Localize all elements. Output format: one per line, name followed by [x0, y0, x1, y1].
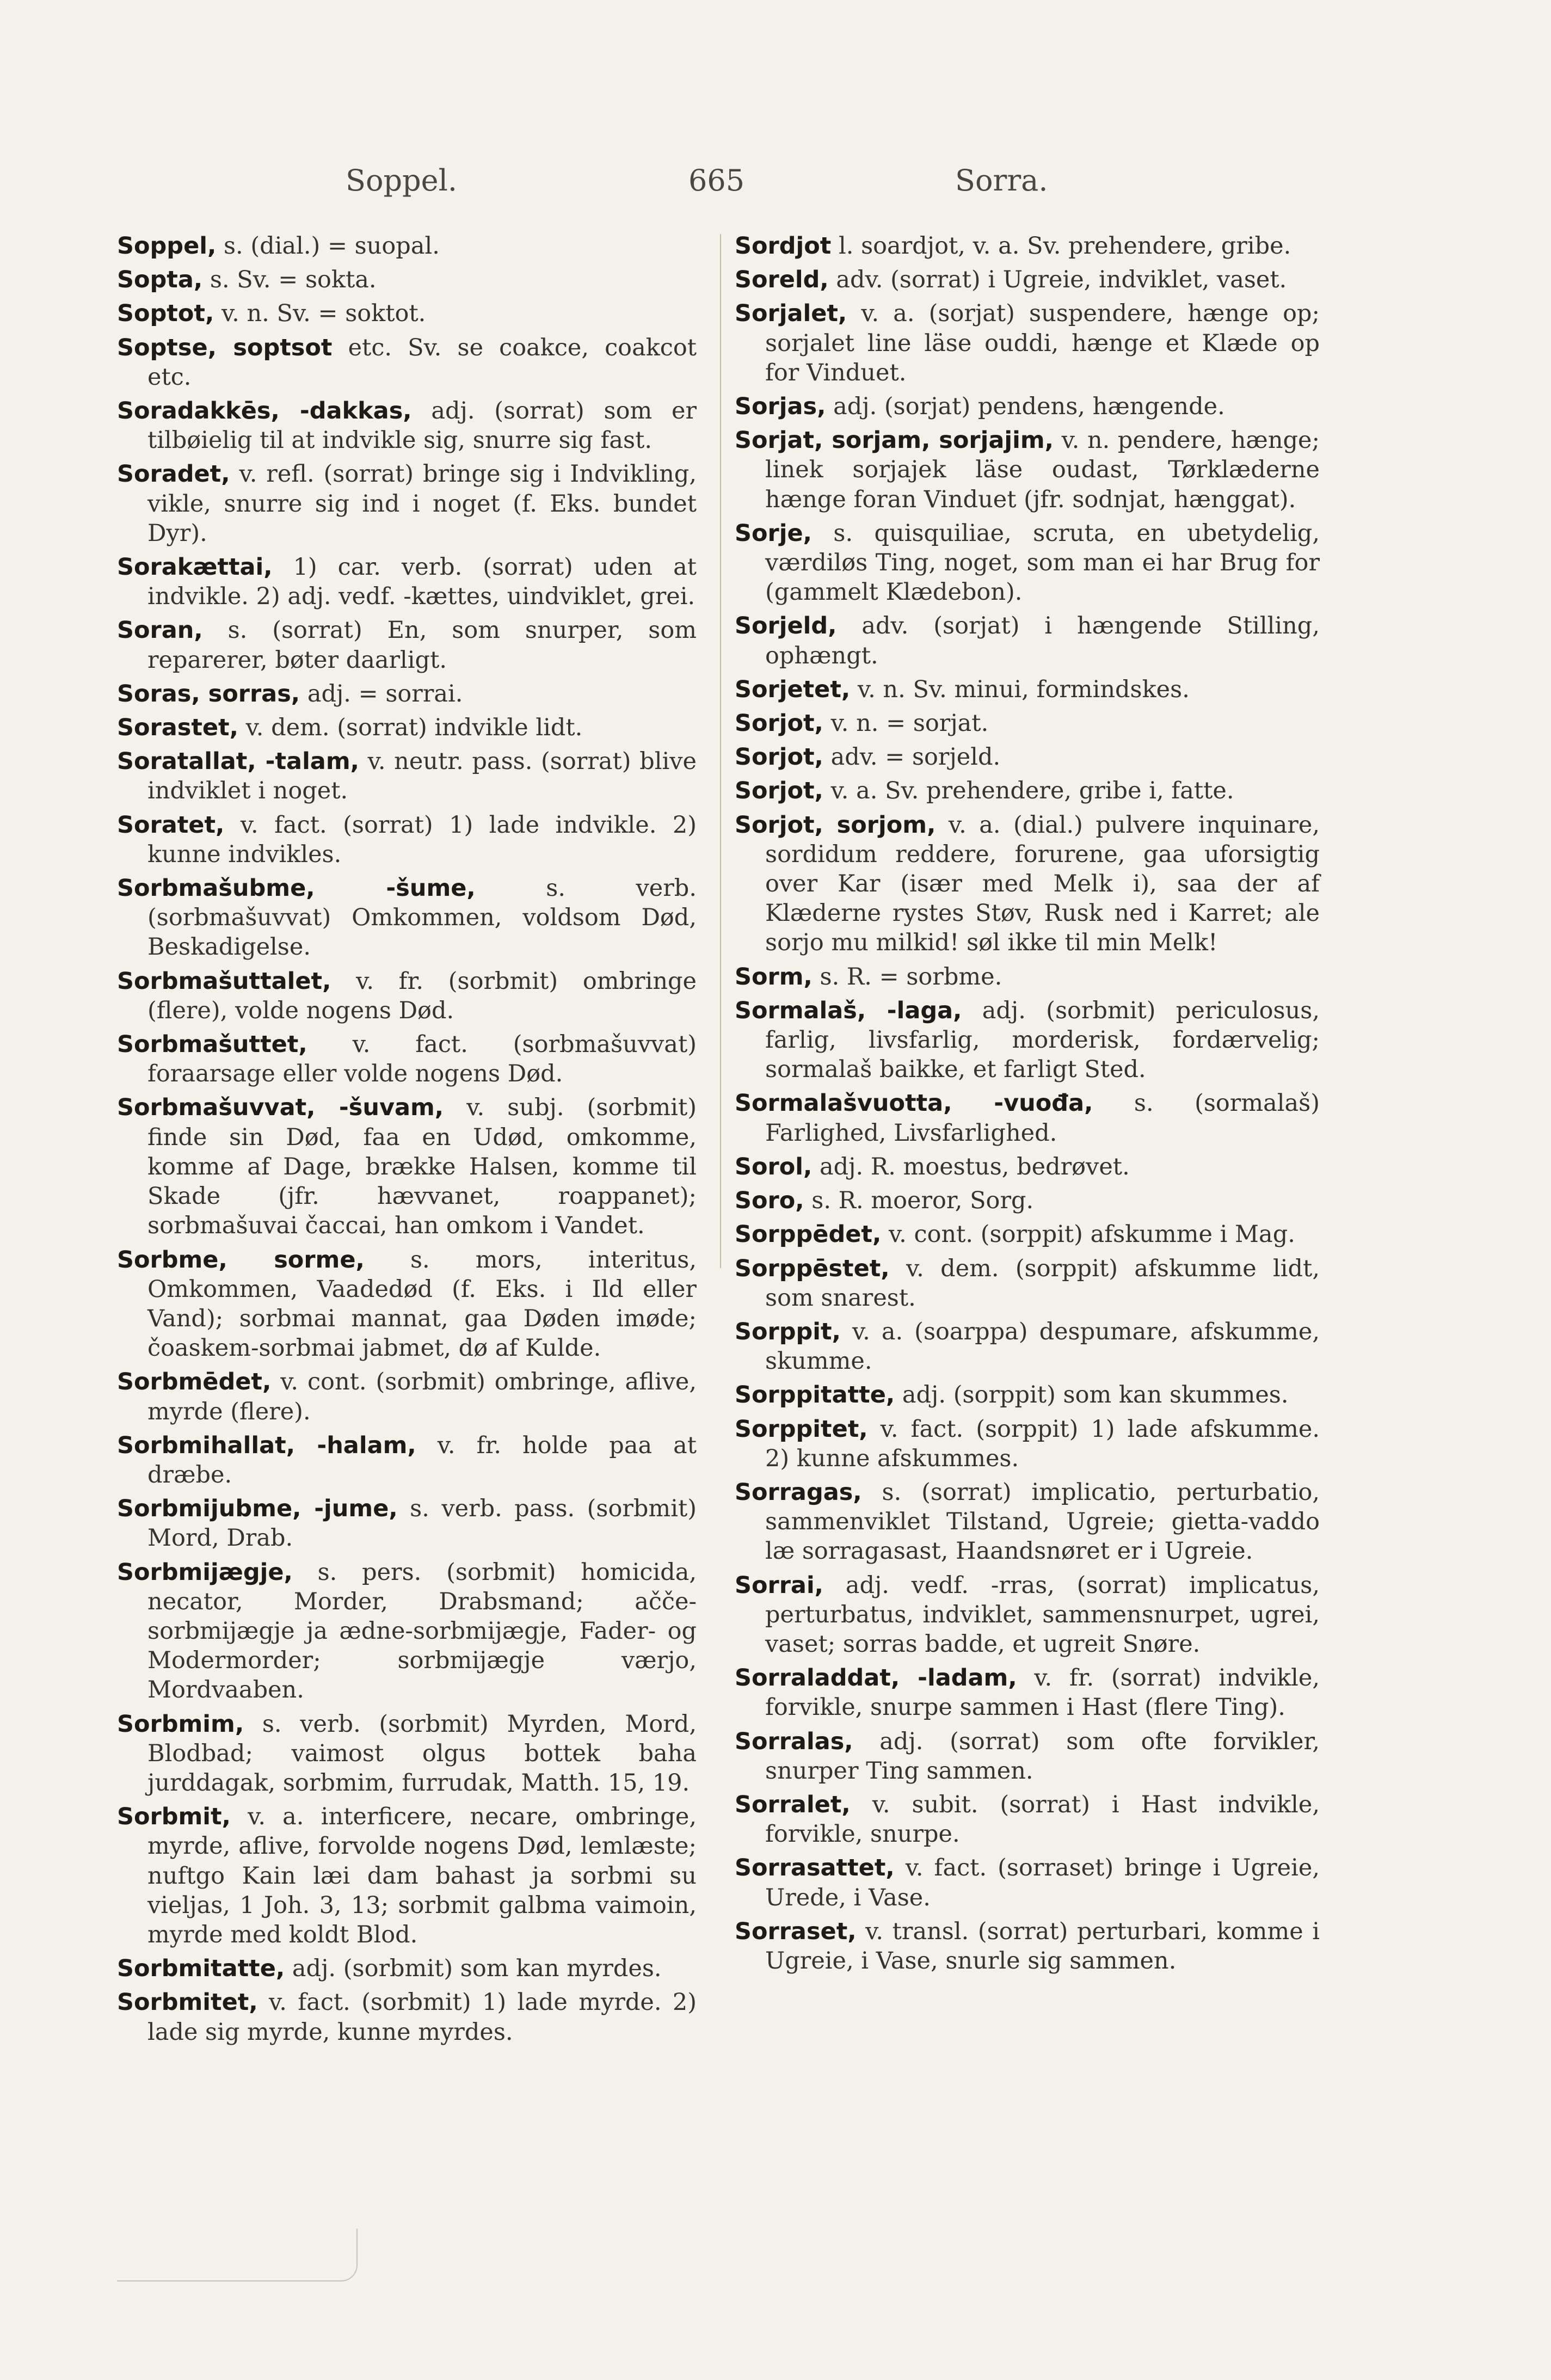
entry-definition: adj. (sorrat) som ofte forvikler, snurper Ting sammen.: [765, 1727, 1320, 1785]
entry-headword: Sorjat, sorjam, sorjajim,: [735, 427, 1054, 454]
entry-headword: Soran,: [117, 617, 203, 644]
entry-definition: v. refl. (sorrat) bringe sig i Indvikling, vikle, snurre sig ind i noget (f. Eks. bundet Dyr).: [147, 460, 697, 547]
entry-definition: adj. = sorrai.: [307, 680, 463, 708]
entry-definition: v. n. Sv. minui, formindskes.: [857, 675, 1190, 703]
entry-headword: Sorppitet,: [735, 1415, 868, 1443]
entry-headword: Sopta,: [117, 266, 203, 294]
entry-definition: adj. R. moestus, bedrøvet.: [820, 1153, 1130, 1180]
dictionary-entry: [735, 810, 1320, 958]
dictionary-entry: [735, 742, 1320, 772]
dictionary-entry: [735, 265, 1320, 294]
entry-headword: Soradakkēs, -dakkas,: [117, 397, 412, 425]
entry-definition: v. fact. (sorbmašuvvat) foraarsage eller volde nogens Død.: [147, 1031, 697, 1088]
dictionary-entry: [735, 611, 1320, 670]
dictionary-entry: [117, 1030, 697, 1088]
entry-headword: Sormalašvuotta, -vuođa,: [735, 1090, 1093, 1117]
entry-headword: Sorbmašuvvat, -šuvam,: [117, 1094, 444, 1122]
entry-headword: Soppel,: [117, 232, 217, 260]
entry-definition: v. a. (soarppa) despumare, afskumme, skumme.: [765, 1318, 1320, 1375]
entry-headword: Sordjot: [735, 232, 832, 260]
dictionary-entry: [735, 1790, 1320, 1849]
entry-headword: Sorjot, sorjom,: [735, 811, 936, 839]
entry-headword: Sorjeld,: [735, 612, 837, 640]
entry-definition: s. R. moeror, Sorg.: [811, 1187, 1034, 1215]
entry-headword: Sorjetet,: [735, 675, 851, 703]
entry-headword: Soratallat, -talam,: [117, 748, 359, 776]
entry-headword: Soptse, soptsot: [117, 334, 333, 361]
dictionary-entry: [735, 519, 1320, 607]
entry-definition: s. Sv. = sokta.: [210, 266, 377, 294]
dictionary-entry: [117, 396, 697, 455]
dictionary-entry: [735, 1478, 1320, 1566]
entry-headword: Soradet,: [117, 460, 230, 488]
entry-definition: v. fr. holde paa at dræbe.: [147, 1431, 697, 1489]
entry-definition: v. a. (dial.) pulvere inquinare, sordidum reddere, forurene, gaa uforsigtig over Kar (især med Melk i), saa der af Klæderne rystes Støv, Rusk ned i Karret; ale sorjo mu milkid! søl ikke til min Melk!: [765, 811, 1320, 957]
dictionary-entry: [117, 265, 697, 294]
entry-headword: Sorbmašuttet,: [117, 1031, 307, 1059]
entry-headword: Sorbmašubme, -šume,: [117, 875, 476, 902]
dictionary-entry: [117, 1988, 697, 2046]
dictionary-entry: [117, 1954, 697, 1983]
entry-definition: v. dem. (sorppit) afskumme lidt, som snarest.: [765, 1254, 1320, 1312]
entry-headword: Sorppit,: [735, 1318, 841, 1345]
dictionary-entry: [735, 1317, 1320, 1376]
entry-definition: adj. (sorrat) som er tilbøielig til at indvikle sig, snurre sig fast.: [147, 397, 697, 454]
entry-definition: s. (sorrat) implicatio, perturbatio, sammenviklet Tilstand, Ugreie; gietta-vaddo læ sorragasast, Haandsnøret er i Ugreie.: [765, 1478, 1320, 1565]
dictionary-entry: [117, 1431, 697, 1490]
entry-headword: Sorjot,: [735, 710, 823, 737]
entry-definition: s. verb. (sorbmit) Myrden, Mord, Blodbad; vaimost olgus bottek baha jurddagak, sorbmim, furrudak, Matth. 15, 19.: [147, 1710, 697, 1797]
dictionary-entry: [117, 679, 697, 709]
entry-headword: Sorbme, sorme,: [117, 1246, 365, 1274]
entry-definition: adv. = sorjeld.: [830, 743, 1001, 771]
entry-headword: Sorm,: [735, 963, 813, 991]
entry-headword: Soras, sorras,: [117, 680, 300, 708]
dictionary-entry: [117, 231, 697, 261]
entry-headword: Sorrai,: [735, 1571, 824, 1599]
entry-definition: s. (sormalaš) Farlighed, Livsfarlighed.: [765, 1090, 1320, 1147]
dictionary-entry: [735, 392, 1320, 421]
entry-definition: 1) car. verb. (sorrat) uden at indvikle. 2) adj. vedf. -kættes, uindviklet, grei.: [147, 554, 697, 611]
entry-definition: v. neutr. pass. (sorrat) blive indviklet i noget.: [147, 748, 697, 805]
dictionary-entry: [735, 1152, 1320, 1182]
dictionary-entry: [735, 231, 1320, 261]
entry-headword: Sorppitatte,: [735, 1381, 895, 1409]
entry-definition: l. soardjot, v. a. Sv. prehendere, gribe.: [839, 232, 1291, 260]
dictionary-entry: [735, 1220, 1320, 1249]
dictionary-entry: [117, 1558, 697, 1705]
dictionary-entry: [117, 810, 697, 869]
entry-definition: adj. (sorbmit) som kan myrdes.: [292, 1955, 662, 1983]
entry-definition: v. subj. (sorbmit) finde sin Død, faa en Udød, omkomme, komme af Dage, brække Halsen, komme til Skade (jfr. hævvanet, roappanet); sorbmašuvai čaccai, han omkom i Vandet.: [147, 1094, 697, 1240]
dictionary-entry: [117, 747, 697, 805]
entry-headword: Sorbmijægje,: [117, 1558, 293, 1586]
entry-headword: Sorraset,: [735, 1917, 857, 1945]
entry-headword: Sorbmēdet,: [117, 1368, 272, 1396]
dictionary-entry: [735, 1088, 1320, 1147]
dictionary-entry: [117, 333, 697, 392]
dictionary-entry: [735, 1853, 1320, 1912]
entry-definition: s. R. = sorbme.: [820, 963, 1002, 991]
entry-definition: v. transl. (sorrat) perturbari, komme i Ugreie, i Vase, snurle sig sammen.: [765, 1917, 1320, 1975]
dictionary-entry: [735, 709, 1320, 738]
entry-definition: v. fact. (sorrat) 1) lade indvikle. 2) kunne indvikles.: [147, 811, 697, 868]
entry-definition: adj. vedf. -rras, (sorrat) implicatus, perturbatus, indviklet, sammensnurpet, ugrei, vaset; sorras badde, et ugreit Snøre.: [765, 1571, 1320, 1658]
entry-headword: Sorbmijubme, -jume,: [117, 1495, 398, 1523]
entry-headword: Soro,: [735, 1187, 804, 1215]
scan-edge-mark: [117, 2229, 358, 2281]
entry-headword: Sorjalet,: [735, 300, 847, 328]
entry-headword: Sorbmitet,: [117, 1989, 258, 2016]
dictionary-entry: [117, 552, 697, 611]
dictionary-entry: [735, 1663, 1320, 1722]
running-head-right: Sorra.: [955, 163, 1048, 198]
dictionary-entry: [735, 675, 1320, 704]
entry-headword: Sorjot,: [735, 743, 823, 771]
entry-headword: Sorbmašuttalet,: [117, 967, 331, 995]
entry-definition: adj. (sorjat) pendens, hængende.: [833, 393, 1225, 421]
entry-headword: Sorppēdet,: [735, 1221, 882, 1249]
entry-definition: v. cont. (sorppit) afskumme i Mag.: [888, 1221, 1295, 1249]
entry-headword: Sorbmihallat, -halam,: [117, 1431, 416, 1459]
dictionary-entry: [735, 996, 1320, 1085]
dictionary-entry: [735, 962, 1320, 992]
dictionary-entry: [117, 1494, 697, 1553]
dictionary-entry: [117, 1709, 697, 1798]
entry-headword: Soratet,: [117, 811, 225, 839]
entry-definition: s. (sorrat) En, som snurper, som reparerer, bøter daarligt.: [147, 617, 697, 674]
dictionary-entry: [735, 776, 1320, 805]
entry-definition: v. fact. (sorbmit) 1) lade myrde. 2) lade sig myrde, kunne myrdes.: [147, 1989, 697, 2046]
entry-definition: v. fr. (sorbmit) ombringe (flere), volde nogens Død.: [147, 967, 697, 1024]
dictionary-entry: [117, 299, 697, 328]
entry-headword: Sorragas,: [735, 1478, 862, 1506]
dictionary-entry: [117, 1093, 697, 1240]
entry-definition: v. fact. (sorppit) 1) lade afskumme. 2) kunne afskummes.: [765, 1415, 1320, 1472]
dictionary-entry: [735, 299, 1320, 388]
dictionary-entry: [117, 616, 697, 674]
entry-headword: Sorrasattet,: [735, 1854, 895, 1882]
entry-headword: Soreld,: [735, 266, 829, 294]
entry-definition: v. fact. (sorraset) bringe i Ugreie, Urede, i Vase.: [765, 1854, 1320, 1911]
entry-headword: Sorje,: [735, 519, 812, 547]
entry-definition: v. n. = sorjat.: [830, 710, 989, 737]
left-column: [117, 231, 697, 2051]
entry-definition: v. dem. (sorrat) indvikle lidt.: [245, 714, 583, 742]
dictionary-entry: [117, 713, 697, 742]
dictionary-entry: [735, 1571, 1320, 1659]
entry-headword: Sorol,: [735, 1153, 813, 1180]
entry-headword: Sorbmim,: [117, 1710, 244, 1738]
entry-definition: adv. (sorrat) i Ugreie, indviklet, vaset.: [836, 266, 1287, 294]
right-column: [735, 231, 1320, 1980]
dictionary-entry: [117, 1802, 697, 1949]
entry-definition: v. n. pendere, hænge; linek sorjajek läse oudast, Tørklæderne hænge foran Vinduet (jfr. sodnjat, hænggat).: [765, 427, 1320, 513]
entry-headword: Sormalaš, -laga,: [735, 997, 962, 1024]
entry-definition: v. fr. (sorrat) indvikle, forvikle, snurpe sammen i Hast (flere Ting).: [765, 1664, 1320, 1721]
dictionary-entry: [735, 1186, 1320, 1215]
entry-definition: v. cont. (sorbmit) ombringe, aflive, myrde (flere).: [147, 1368, 697, 1425]
dictionary-entry: [117, 874, 697, 962]
entry-headword: Sorjot,: [735, 777, 823, 805]
entry-definition: v. a. Sv. prehendere, gribe i, fatte.: [830, 777, 1234, 805]
entry-headword: Sorakættai,: [117, 554, 273, 581]
entry-definition: v. subit. (sorrat) i Hast indvikle, forvikle, snurpe.: [765, 1791, 1320, 1848]
entry-definition: s. quisquiliae, scruta, en ubetydelig, værdiløs Ting, noget, som man ei har Brug for (gammelt Klædebon).: [765, 519, 1320, 606]
column-divider: [720, 234, 721, 1268]
dictionary-entry: [735, 1415, 1320, 1473]
page-number: 665: [688, 163, 745, 198]
entry-definition: v. a. (sorjat) suspendere, hænge op; sorjalet line läse ouddi, hænge et Klæde op for Vinduet.: [765, 300, 1320, 386]
dictionary-entry: [117, 1367, 697, 1426]
dictionary-entry: [117, 1245, 697, 1363]
entry-headword: Sorbmit,: [117, 1803, 231, 1831]
dictionary-entry: [735, 1380, 1320, 1410]
entry-headword: Sorastet,: [117, 714, 238, 742]
dictionary-entry: [735, 1917, 1320, 1976]
entry-headword: Sorbmitatte,: [117, 1955, 285, 1983]
dictionary-entry: [735, 426, 1320, 514]
entry-definition: s. verb. (sorbmašuvvat) Omkommen, voldsom Død, Beskadigelse.: [147, 875, 697, 961]
dictionary-entry: [117, 459, 697, 548]
entry-headword: Sorralas,: [735, 1727, 853, 1755]
entry-headword: Sorjas,: [735, 393, 826, 421]
entry-definition: s. (dial.) = suopal.: [223, 232, 440, 260]
entry-definition: adj. (sorppit) som kan skummes.: [902, 1381, 1289, 1409]
dictionary-entry: [117, 967, 697, 1025]
entry-definition: s. pers. (sorbmit) homicida, necator, Morder, Drabsmand; ačče-sorbmijægje ja ædne-sorbmijægje, Fader- og Modermorder; sorbmijægje værjo, Mordvaaben.: [147, 1558, 697, 1704]
entry-headword: Sorralet,: [735, 1791, 851, 1818]
entry-definition: s. mors, interitus, Omkommen, Vaadedød (f. Eks. i Ild eller Vand); sorbmai mannat, gaa Døden imøde; čoaskem-sorbmai jabmet, dø af Kulde.: [147, 1246, 697, 1362]
dictionary-entry: [735, 1727, 1320, 1786]
entry-definition: s. verb. pass. (sorbmit) Mord, Drab.: [147, 1495, 697, 1552]
entry-headword: Sorppēstet,: [735, 1254, 890, 1282]
entry-definition: v. n. Sv. = soktot.: [221, 300, 426, 328]
entry-headword: Sorraladdat, -ladam,: [735, 1664, 1017, 1692]
entry-headword: Soptot,: [117, 300, 214, 328]
entry-definition: adv. (sorjat) i hængende Stilling, ophængt.: [765, 612, 1320, 669]
running-head-left: Soppel.: [346, 163, 458, 198]
entry-definition: v. a. interficere, necare, ombringe, myrde, aflive, forvolde nogens Død, lemlæste; nuftgo Kain læi dam bahast ja sorbmi su vieljas, 1 Joh. 3, 13; sorbmit galbma vaimoin, myrde med koldt Blod.: [147, 1803, 697, 1948]
entry-definition: adj. (sorbmit) periculosus, farlig, livsfarlig, morderisk, fordærvelig; sormalaš baikke, et farligt Sted.: [765, 997, 1320, 1084]
entry-definition: etc. Sv. se coakce, coakcot etc.: [147, 334, 697, 391]
dictionary-entry: [735, 1254, 1320, 1313]
